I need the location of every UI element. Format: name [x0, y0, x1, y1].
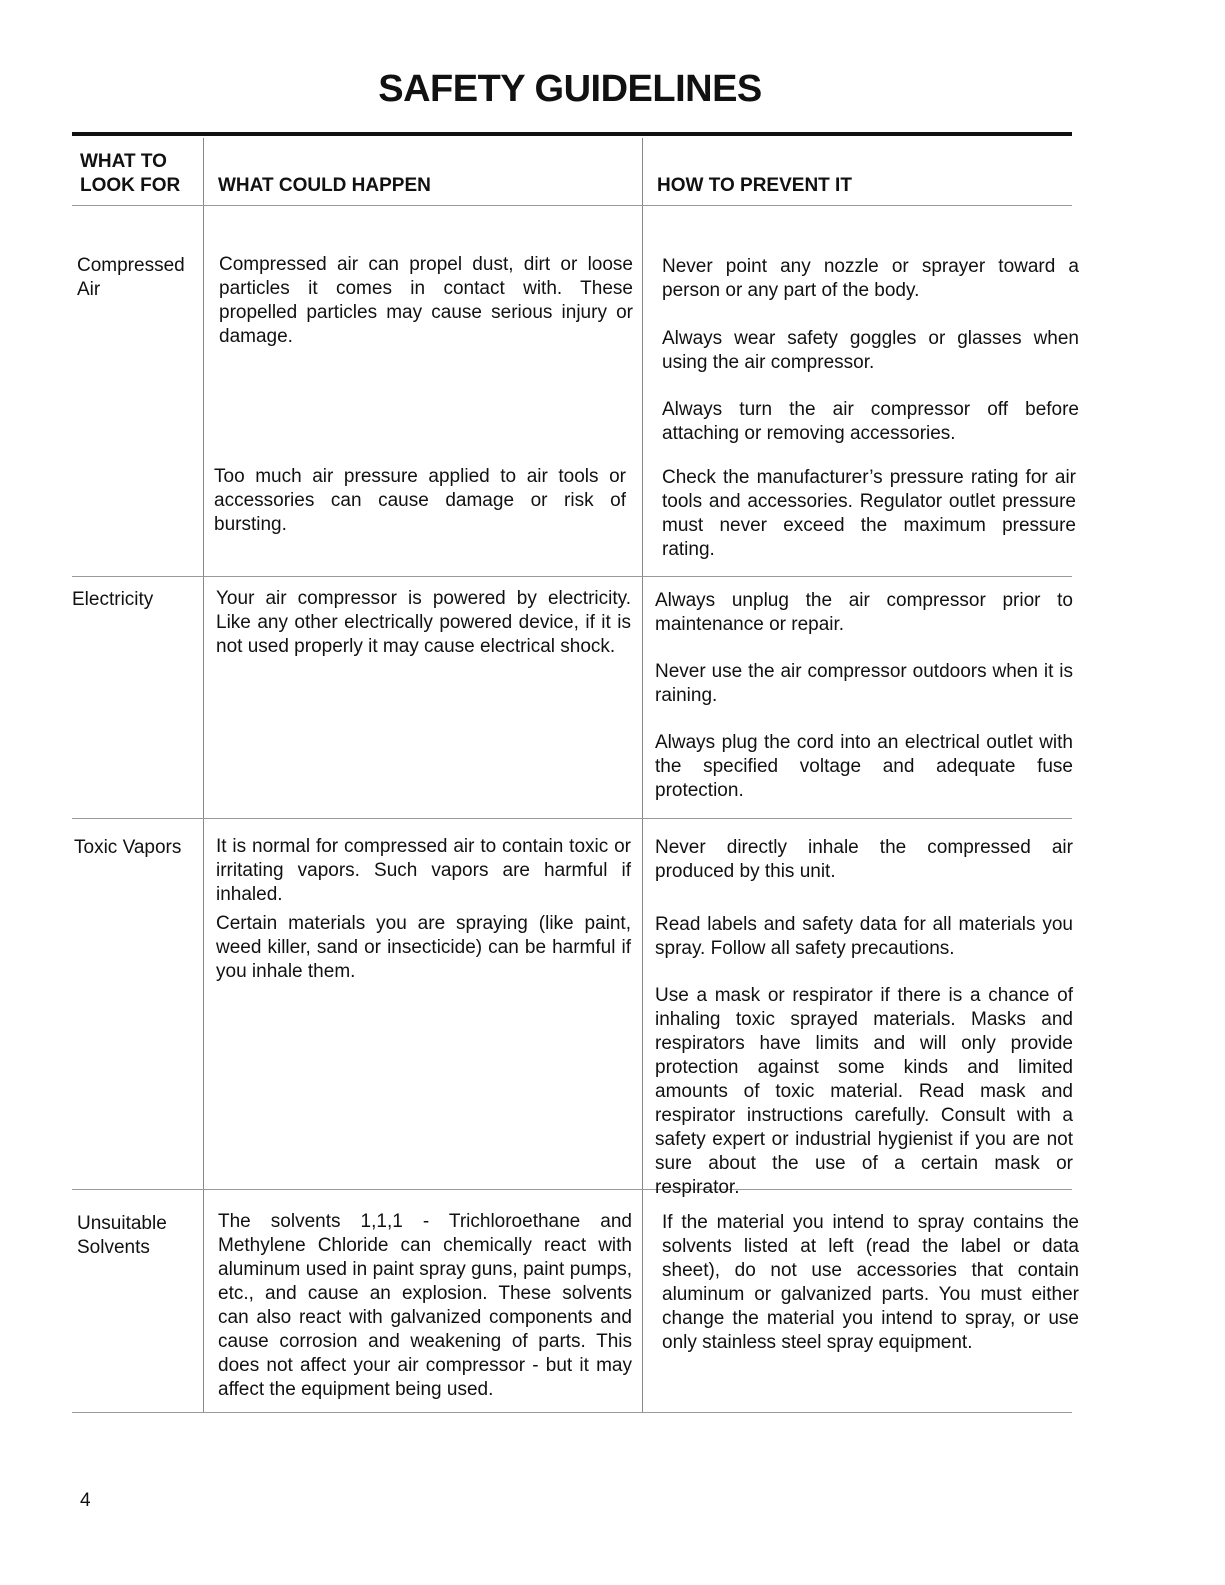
title-rule: [72, 132, 1072, 136]
header-how-to-prevent: HOW TO PREVENT IT: [657, 175, 852, 196]
row-divider-2: [72, 818, 1072, 819]
prevent-text: Never point any nozzle or sprayer toward a person or any part of the body.: [662, 256, 1079, 301]
hazard-label: Electricity: [72, 589, 154, 610]
hazard-label: Compressed Air: [77, 255, 185, 300]
prevent-text: Always turn the air compressor off before attaching or removing accessories.: [662, 399, 1079, 444]
header-look-for: WHAT TO LOOK FOR: [80, 151, 181, 196]
page-number: 4: [80, 1490, 91, 1511]
prevent-text: Always plug the cord into an electrical outlet with the specified voltage and adequate fuse protection.: [655, 732, 1073, 801]
prevent-text: If the material you intend to spray contains the solvents listed at left (read the label or data sheet), do not use accessories that contain aluminum or galvanized parts. You must either change the material you intend to spray, or use only stainless steel spray equipment.: [662, 1212, 1079, 1353]
prevent-text: Read labels and safety data for all materials you spray. Follow all safety precautions.: [655, 914, 1073, 959]
hazard-label: Unsuitable Solvents: [77, 1213, 167, 1258]
happen-text: Too much air pressure applied to air tools or accessories can cause damage or risk of bursting.: [214, 466, 626, 535]
row-divider-1: [72, 576, 1072, 577]
prevent-text: Use a mask or respirator if there is a chance of inhaling toxic sprayed materials. Masks and respirators have limits and will only provide protection against some kinds and limited amounts of toxic material. Read mask and respirator instructions carefully. Consult with a safety expert or industrial hygienist if you are not sure about the use of a certain mask or respirator.: [655, 985, 1073, 1198]
happen-text: The solvents 1,1,1 - Trichloroethane and Methylene Chloride can chemically react with aluminum used in paint spray guns, paint pumps, etc., and cause an explosion. These solvents can also react with galvanized components and cause corrosion and weakening of parts. This does not affect your air compressor - but it may affect the equipment being used.: [218, 1211, 632, 1400]
prevent-text: Never use the air compressor outdoors when it is raining.: [655, 661, 1073, 706]
hazard-label: Toxic Vapors: [74, 837, 182, 858]
happen-text: It is normal for compressed air to contain toxic or irritating vapors. Such vapors are harmful if inhaled.: [216, 836, 631, 905]
prevent-text: Check the manufacturer’s pressure rating for air tools and accessories. Regulator outlet pressure must never exceed the maximum pressure rating.: [662, 467, 1076, 560]
header-what-could-happen: WHAT COULD HAPPEN: [218, 175, 431, 196]
header-divider: [72, 205, 1072, 206]
column-divider-1: [203, 138, 204, 1413]
happen-text: Your air compressor is powered by electricity. Like any other electrically powered device, if it is not used properly it may cause electrical shock.: [216, 588, 631, 657]
prevent-text: Always unplug the air compressor prior to maintenance or repair.: [655, 590, 1073, 635]
column-divider-2: [642, 138, 643, 1413]
table-bottom-rule: [72, 1412, 1072, 1413]
prevent-text: Never directly inhale the compressed air produced by this unit.: [655, 837, 1073, 882]
happen-text: Compressed air can propel dust, dirt or loose particles it comes in contact with. These propelled particles may cause serious injury or damage.: [219, 254, 633, 347]
happen-text: Certain materials you are spraying (like paint, weed killer, sand or insecticide) can be harmful if you inhale them.: [216, 913, 631, 982]
prevent-text: Always wear safety goggles or glasses when using the air compressor.: [662, 328, 1079, 373]
page-title: SAFETY GUIDELINES: [378, 68, 762, 110]
